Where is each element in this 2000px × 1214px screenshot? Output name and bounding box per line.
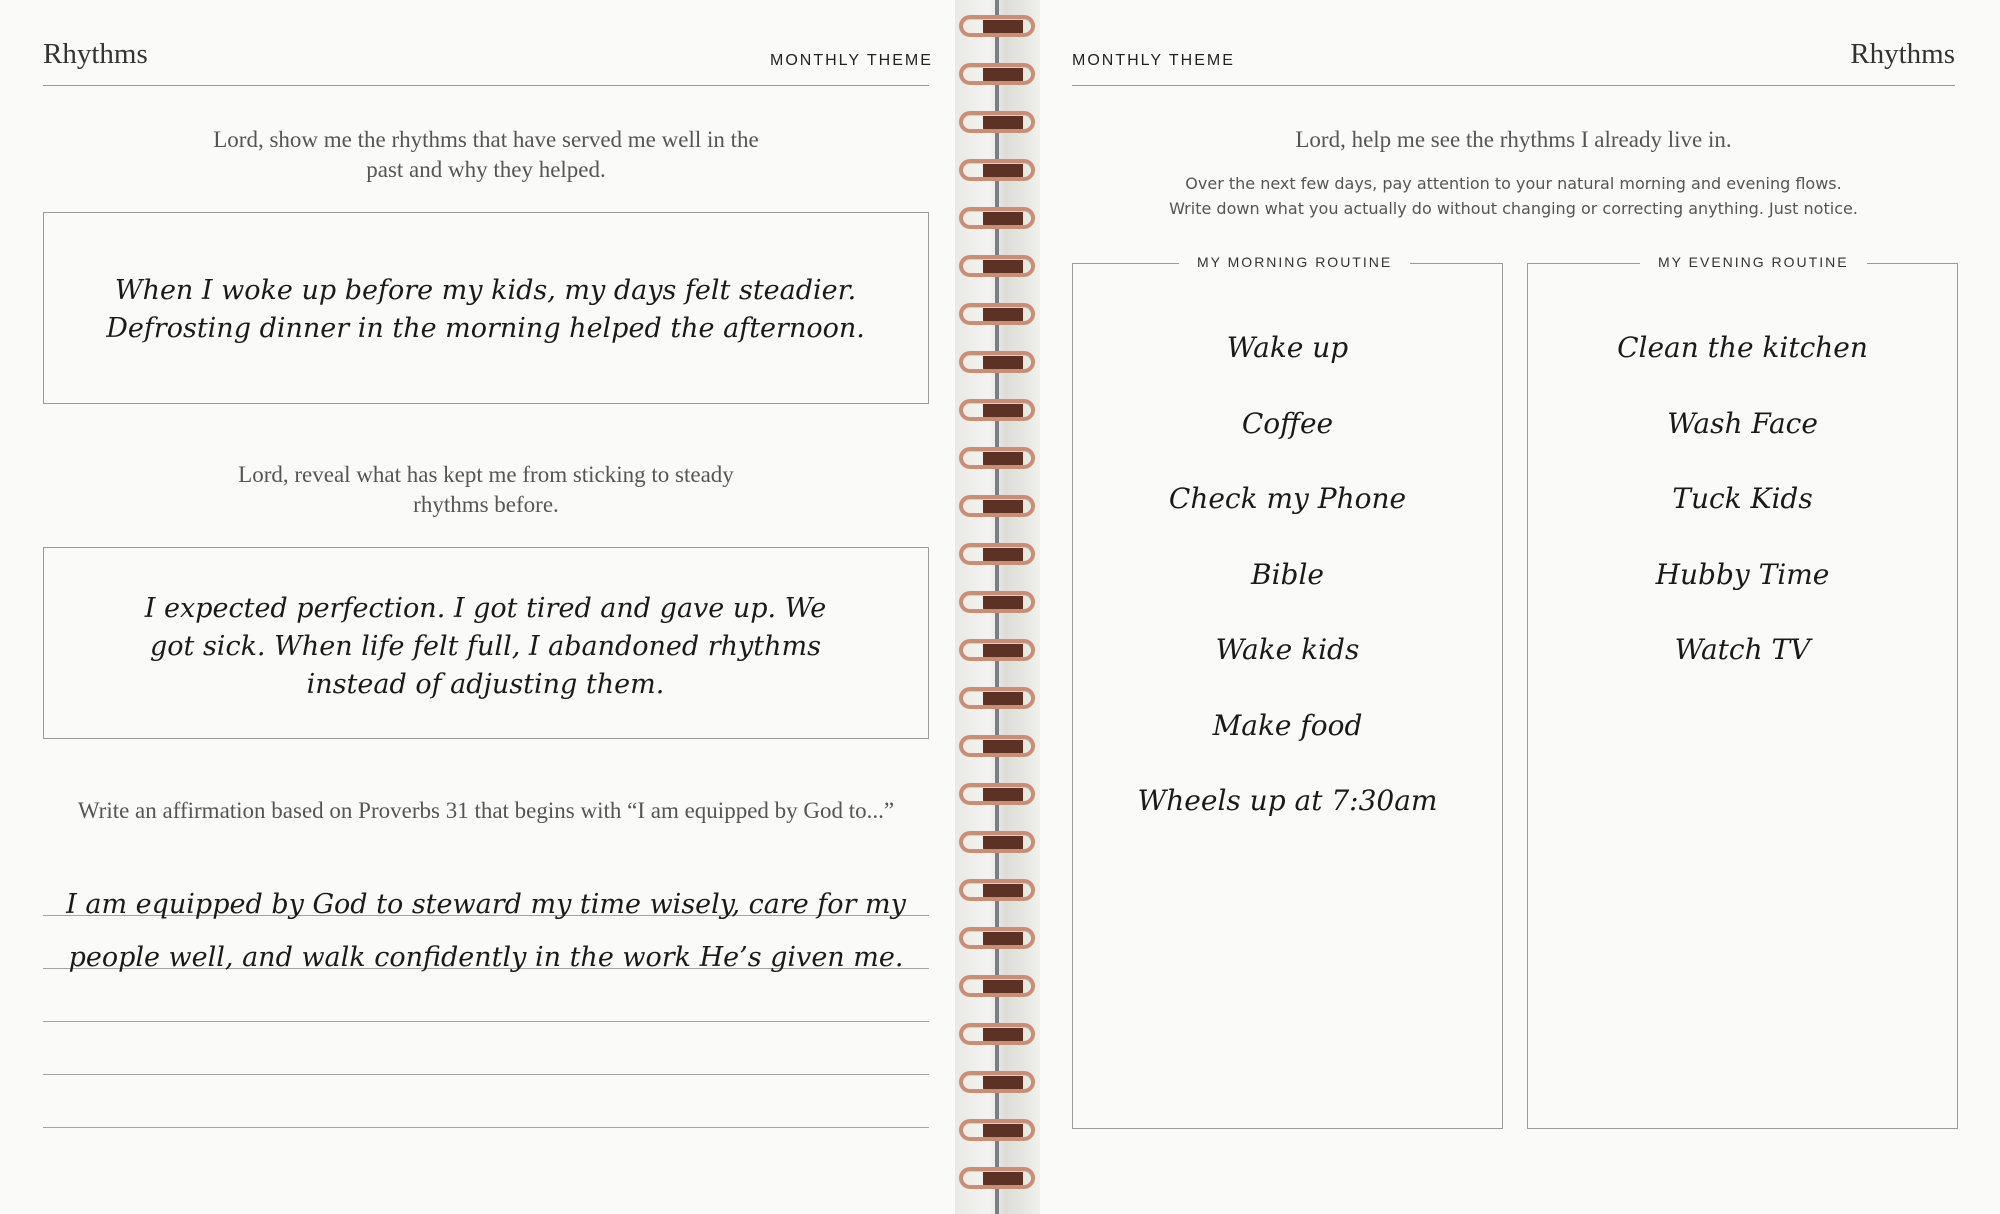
- page-title: Rhythms: [1850, 38, 1955, 70]
- ring-wire: [959, 975, 1035, 997]
- ring-wire: [959, 639, 1035, 661]
- routine-item: Coffee: [1241, 406, 1334, 440]
- instruction-line: Write down what you actually do without changing or correcting anything. Just notice.: [1169, 199, 1858, 218]
- affirmation-line: people well, and walk confidently in the work He’s given me.: [68, 942, 904, 973]
- evening-routine-label: MY EVENING ROUTINE: [1640, 254, 1867, 270]
- page-title: Rhythms: [43, 38, 148, 70]
- binding-ring: [959, 591, 1035, 613]
- handwritten-affirmation: [43, 878, 929, 984]
- ring-wire: [959, 927, 1035, 949]
- monthly-theme-label: MONTHLY THEME: [1072, 52, 1235, 69]
- binding-ring: [959, 831, 1035, 853]
- binding-ring: [959, 63, 1035, 85]
- prompt-line: Lord, reveal what has kept me from sticking to steady: [238, 462, 734, 487]
- prompt-line: rhythms before.: [413, 492, 559, 517]
- binding-ring: [959, 255, 1035, 277]
- ring-wire: [959, 207, 1035, 229]
- answer-line: When I woke up before my kids, my days felt steadier.: [114, 275, 857, 306]
- binding-ring: [959, 1167, 1035, 1189]
- header-divider: [1072, 85, 1955, 86]
- affirmation-line: I am equipped by God to steward my time wisely, care for my: [66, 889, 906, 920]
- ring-wire: [959, 831, 1035, 853]
- ring-wire: [959, 159, 1035, 181]
- ring-wire: [959, 351, 1035, 373]
- prompt-affirmation: Write an affirmation based on Proverbs 31 that begins with “I am equipped by God to...”: [77, 798, 895, 823]
- binding-ring: [959, 735, 1035, 757]
- ring-wire: [959, 111, 1035, 133]
- binding-ring: [959, 687, 1035, 709]
- ring-wire: [959, 687, 1035, 709]
- instructions: [1072, 171, 1955, 221]
- routine-item: Make food: [1212, 708, 1363, 742]
- binding-ring: [959, 783, 1035, 805]
- header-divider: [43, 85, 929, 86]
- routine-item: Wake up: [1226, 331, 1349, 364]
- routine-item: Hubby Time: [1655, 557, 1830, 591]
- routine-item: Clean the kitchen: [1617, 331, 1868, 364]
- ring-wire: [959, 1119, 1035, 1141]
- writing-line[interactable]: [43, 1074, 929, 1075]
- ring-wire: [959, 1023, 1035, 1045]
- answer-line: instead of adjusting them.: [306, 669, 665, 700]
- binding-ring: [959, 303, 1035, 325]
- routine-item: Tuck Kids: [1672, 482, 1813, 515]
- routine-item: Watch TV: [1674, 633, 1811, 666]
- ring-wire: [959, 303, 1035, 325]
- routine-item: Bible: [1251, 557, 1324, 591]
- routine-item: Wheels up at 7:30am: [1137, 784, 1438, 817]
- binding-ring: [959, 1071, 1035, 1093]
- ring-wire: [959, 447, 1035, 469]
- ring-wire: [959, 399, 1035, 421]
- ring-wire: [959, 735, 1035, 757]
- morning-routine-label: MY MORNING ROUTINE: [1179, 254, 1410, 270]
- prompt-rhythms-served: [43, 125, 929, 185]
- prompt-rhythms-live-in: Lord, help me see the rhythms I already live in.: [1295, 127, 1732, 152]
- prompt-line: Lord, show me the rhythms that have served me well in the: [213, 127, 759, 152]
- binding-ring: [959, 495, 1035, 517]
- binding-ring: [959, 447, 1035, 469]
- morning-routine-list: [1072, 320, 1503, 849]
- ring-wire: [959, 879, 1035, 901]
- ring-wire: [959, 783, 1035, 805]
- prompt-what-kept-me: [43, 460, 929, 520]
- handwritten-answer: [44, 272, 927, 348]
- routine-item: Wake kids: [1215, 633, 1360, 666]
- binding-ring: [959, 543, 1035, 565]
- ring-wire: [959, 543, 1035, 565]
- binding-ring: [959, 207, 1035, 229]
- binding-ring: [959, 639, 1035, 661]
- binding-ring: [959, 15, 1035, 37]
- evening-routine-list: [1527, 320, 1958, 698]
- binding-ring: [959, 1023, 1035, 1045]
- answer-box-rhythms-served[interactable]: [43, 212, 929, 404]
- binding-ring: [959, 351, 1035, 373]
- binding-ring: [959, 975, 1035, 997]
- ring-wire: [959, 15, 1035, 37]
- prompt-line: past and why they helped.: [366, 157, 606, 182]
- ring-wire: [959, 63, 1035, 85]
- ring-wire: [959, 495, 1035, 517]
- instruction-line: Over the next few days, pay attention to your natural morning and evening flows.: [1185, 174, 1842, 193]
- routine-item: Check my Phone: [1168, 482, 1407, 515]
- handwritten-answer: [44, 590, 927, 704]
- binding-ring: [959, 399, 1035, 421]
- binding-ring: [959, 927, 1035, 949]
- writing-line[interactable]: [43, 1021, 929, 1022]
- answer-line: I expected perfection. I got tired and gave up. We: [144, 593, 827, 624]
- ring-wire: [959, 591, 1035, 613]
- right-page: [1040, 0, 2000, 1214]
- binding-ring: [959, 159, 1035, 181]
- routine-item: Wash Face: [1667, 406, 1818, 440]
- binding-ring: [959, 1119, 1035, 1141]
- ring-wire: [959, 1071, 1035, 1093]
- binding-ring: [959, 879, 1035, 901]
- spiral-binding: [955, 0, 1040, 1214]
- left-page: [0, 0, 955, 1214]
- monthly-theme-label: MONTHLY THEME: [770, 52, 933, 69]
- ring-wire: [959, 1167, 1035, 1189]
- answer-line: got sick. When life felt full, I abandoned rhythms: [149, 631, 822, 662]
- writing-line[interactable]: [43, 1127, 929, 1128]
- binding-ring: [959, 111, 1035, 133]
- answer-box-what-kept-me[interactable]: [43, 547, 929, 739]
- answer-line: Defrosting dinner in the morning helped the afternoon.: [106, 313, 865, 344]
- ring-wire: [959, 255, 1035, 277]
